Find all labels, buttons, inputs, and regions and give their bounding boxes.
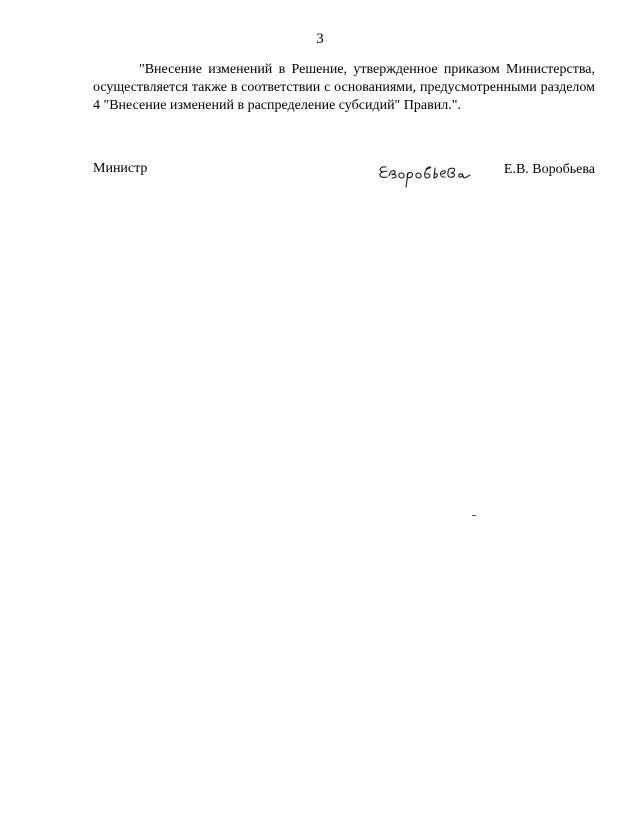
- scan-speck: [472, 515, 476, 516]
- signature-block: [93, 160, 595, 190]
- signatory-title: Министр: [93, 161, 148, 176]
- signatory-name: Е.В. Воробьева: [503, 162, 595, 177]
- page-number: 3: [316, 31, 324, 47]
- handwritten-signature: [376, 156, 474, 190]
- body-paragraph: "Внесение изменений в Решение, утвержденное приказом Министерства, осуществляется также в соответствии с основаниями, предусмотренными разделом 4 "Внесение изменений в распределение субсидий" Правил.".: [93, 62, 595, 113]
